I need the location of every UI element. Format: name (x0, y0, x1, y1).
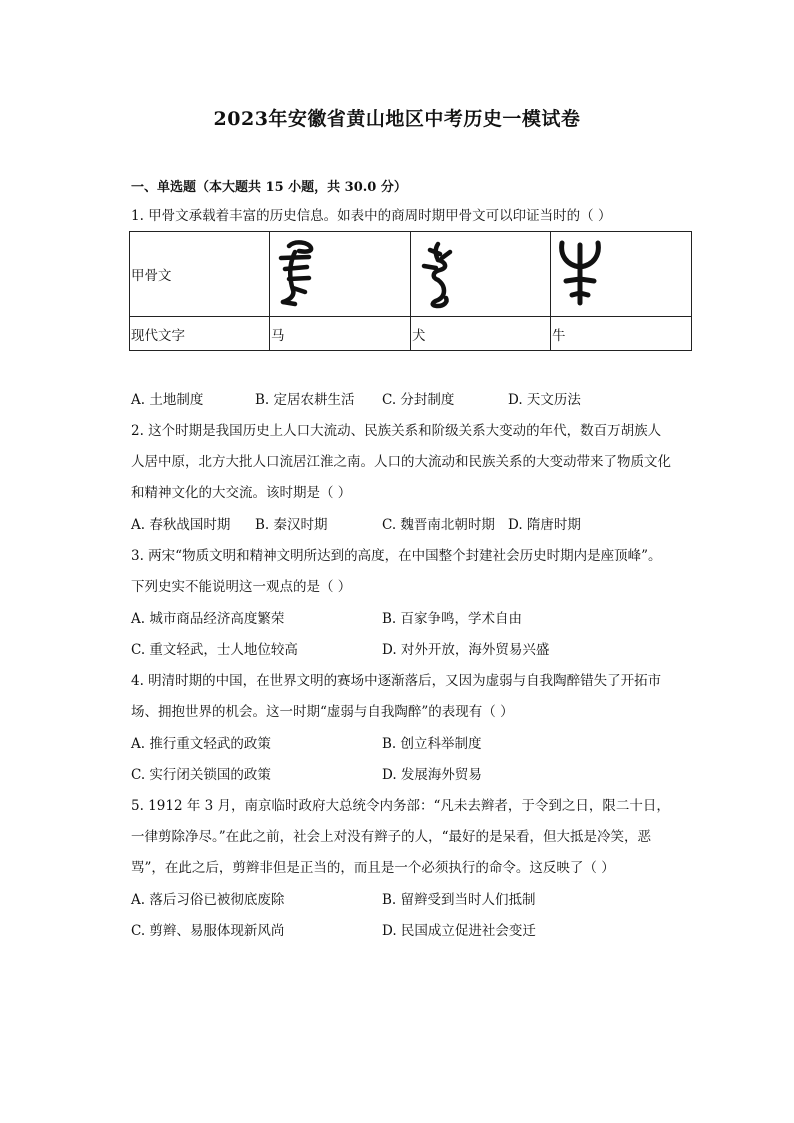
q1-option-b[interactable]: B. 定居农耕生活 (255, 392, 355, 408)
q4-option-c[interactable]: C. 实行闭关锁国的政策 (131, 767, 271, 783)
q2-stem-line: 2. 这个时期是我国历史上人口大流动、民族关系和阶级关系大变动的年代，数百万胡族人 (131, 423, 662, 439)
q3-option-b[interactable]: B. 百家争鸣，学术自由 (382, 611, 523, 627)
q3-stem-line: 3. 两宋“物质文明和精神文明所达到的高度，在中国整个封建社会历史时期内是座顶峰”。 (131, 548, 662, 564)
q2-option-a[interactable]: A. 春秋战国时期 (131, 517, 231, 533)
q1-option-a[interactable]: A. 土地制度 (131, 392, 204, 408)
q3-stem-line: 下列史实不能说明这一观点的是（ ） (131, 579, 352, 595)
q3-option-d[interactable]: D. 对外开放，海外贸易兴盛 (382, 642, 550, 658)
table-cell-label: 现代文字 (130, 317, 270, 351)
q5-stem-line: 5. 1912 年 3 月，南京临时政府大总统令内务部：“凡未去辫者，于令到之日，限二十日， (131, 798, 670, 814)
table-cell-char: 犬 (411, 317, 551, 351)
q3-option-a[interactable]: A. 城市商品经济高度繁荣 (131, 611, 285, 627)
table-cell-label: 甲骨文 (130, 232, 270, 317)
q2-option-d[interactable]: D. 隋唐时期 (508, 517, 581, 533)
q1-option-d[interactable]: D. 天文历法 (508, 392, 581, 408)
q2-stem-line: 和精神文化的大交流。该时期是（ ） (131, 485, 352, 501)
q2-option-c[interactable]: C. 魏晋南北朝时期 (382, 517, 495, 533)
oracle-ox-icon (556, 237, 606, 311)
q4-option-a[interactable]: A. 推行重文轻武的政策 (131, 736, 271, 752)
q5-option-c[interactable]: C. 剪辫、易服体现新风尚 (131, 923, 285, 939)
q5-option-a[interactable]: A. 落后习俗已被彻底废除 (131, 892, 285, 908)
oracle-dog-icon (416, 238, 460, 310)
table-cell-char: 马 (270, 317, 411, 351)
q5-stem-line: 一律剪除净尽。”在此之前，社会上对没有辫子的人，“最好的是呆看，但大抵是冷笑，恶 (131, 829, 652, 845)
oracle-ox-cell (551, 232, 692, 317)
q1-option-c[interactable]: C. 分封制度 (382, 392, 455, 408)
q4-stem-line: 4. 明清时期的中国，在世界文明的赛场中逐渐落后，又因为虚弱与自我陶醉错失了开拓市 (131, 673, 662, 689)
q4-stem-line: 场、拥抱世界的机会。这一时期“虚弱与自我陶醉”的表现有（ ） (131, 704, 514, 720)
q5-option-b[interactable]: B. 留辫受到当时人们抵制 (382, 892, 536, 908)
section-heading: 一、单选题（本大题共 15 小题，共 30.0 分） (131, 180, 407, 195)
q2-option-b[interactable]: B. 秦汉时期 (255, 517, 328, 533)
oracle-horse-cell (270, 232, 411, 317)
q4-option-d[interactable]: D. 发展海外贸易 (382, 767, 482, 783)
q2-stem-line: 人居中原，北方大批人口流居江淮之南。人口的大流动和民族关系的大变动带来了物质文化 (131, 454, 671, 470)
oracle-dog-cell (411, 232, 551, 317)
table-row (130, 317, 692, 351)
q1-stem: 1. 甲骨文承载着丰富的历史信息。如表中的商周时期甲骨文可以印证当时的（ ） (131, 208, 612, 224)
q3-option-c[interactable]: C. 重文轻武，士人地位较高 (131, 642, 298, 658)
oracle-horse-icon (275, 238, 325, 310)
table-cell-char: 牛 (551, 317, 692, 351)
oracle-bone-table (129, 231, 692, 351)
q5-stem-line: 骂”，在此之后，剪辫非但是正当的，而且是一个必须执行的命令。这反映了（ ） (131, 860, 615, 876)
page-title: 2023年安徽省黄山地区中考历史一模试卷 (213, 108, 581, 130)
table-row (130, 232, 692, 317)
q5-option-d[interactable]: D. 民国成立促进社会变迁 (382, 923, 536, 939)
q4-option-b[interactable]: B. 创立科举制度 (382, 736, 482, 752)
